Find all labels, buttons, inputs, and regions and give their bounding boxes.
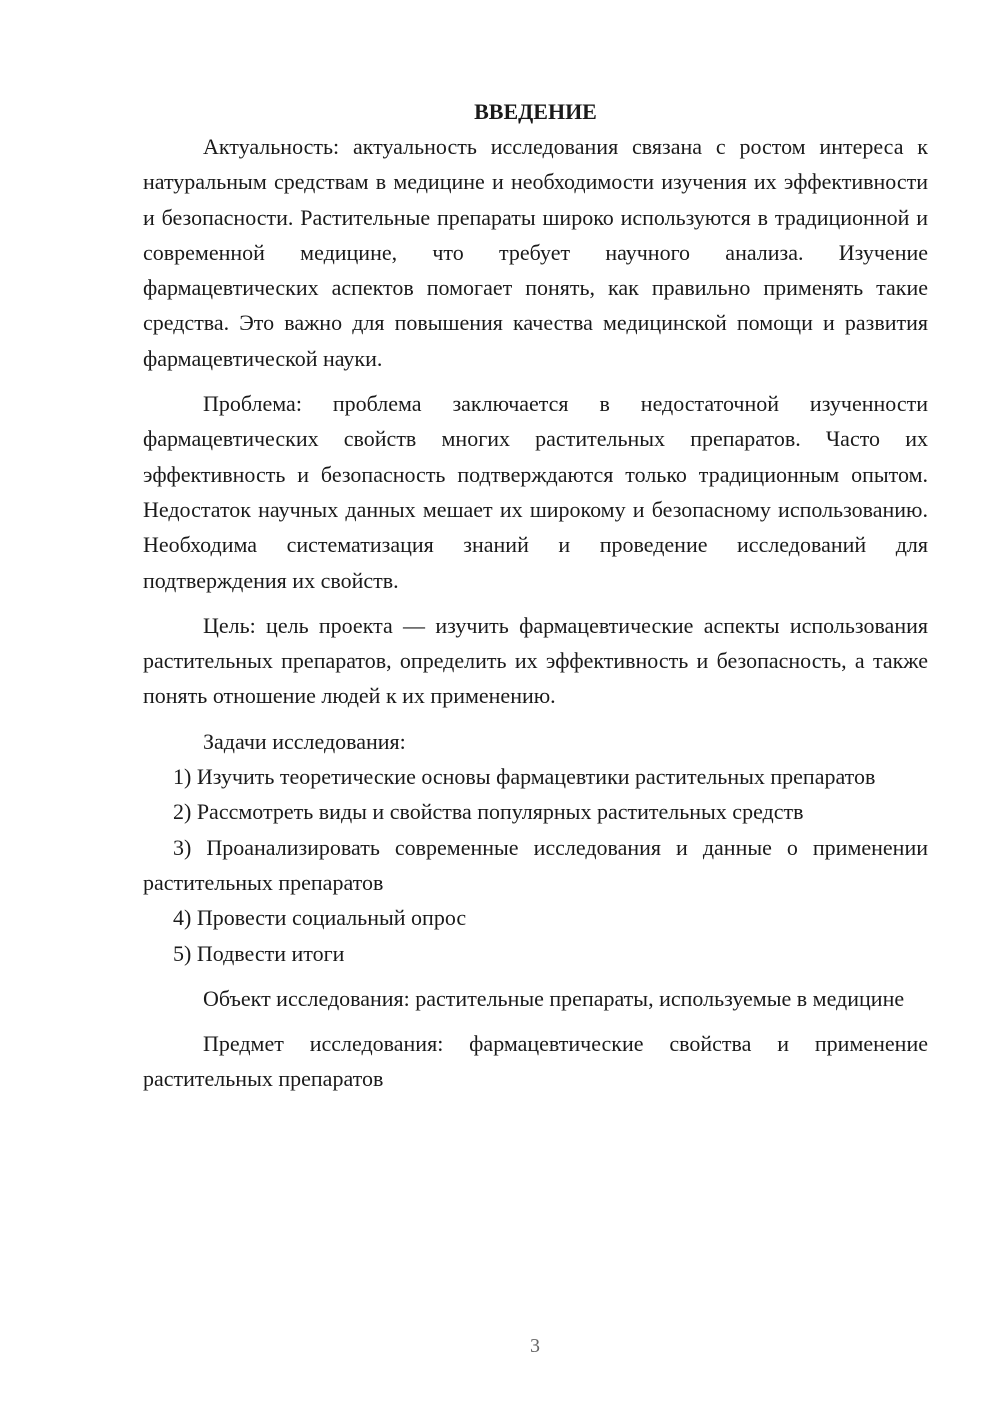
list-item: 5) Подвести итоги: [173, 940, 345, 966]
tasks-list: [143, 759, 928, 971]
list-item: 3) Проанализировать современные исследования и данные о применении растительных препаратов: [143, 834, 928, 895]
paragraph-subject: Предмет исследования: фармацевтические свойства и применение растительных препаратов: [143, 1031, 928, 1092]
list-item: 2) Рассмотреть виды и свойства популярных растительных средств: [173, 799, 804, 825]
page-content: [143, 94, 928, 1097]
section-heading: ВВЕДЕНИЕ: [474, 99, 597, 124]
list-item: 1) Изучить теоретические основы фармацевтики растительных препаратов: [173, 764, 876, 790]
paragraph-problem: Проблема: проблема заключается в недостаточной изученности фармацевтических свойств многих растительных препаратов. Часто их эффективность и безопасность подтверждаются только традиционным опытом. Недостаток научных данных мешает их широкому и безопасному использованию. Необходима систематизация знаний и проведение исследований для подтверждения их свойств.: [143, 391, 928, 593]
page-number: 3: [530, 1335, 540, 1357]
tasks-title: Задачи исследования:: [203, 728, 406, 754]
paragraph-goal: Цель: цель проекта — изучить фармацевтические аспекты использования растительных препаратов, определить их эффективность и безопасность, а также понять отношение людей к их применению.: [143, 612, 928, 709]
paragraph-object: Объект исследования: растительные препараты, используемые в медицине: [203, 985, 905, 1011]
paragraph-relevance: Актуальность: актуальность исследования связана с ростом интереса к натуральным средствам в медицине и необходимости изучения их эффективности и безопасности. Растительные препараты широко используются в традиционной и современной медицине, что требует научного анализа. Изучение фармацевтических аспектов помогает понять, как правильно применять такие средства. Это важно для повышения качества медицинской помощи и развития фармацевтической науки.: [143, 134, 928, 371]
list-item: 4) Провести социальный опрос: [173, 905, 467, 931]
